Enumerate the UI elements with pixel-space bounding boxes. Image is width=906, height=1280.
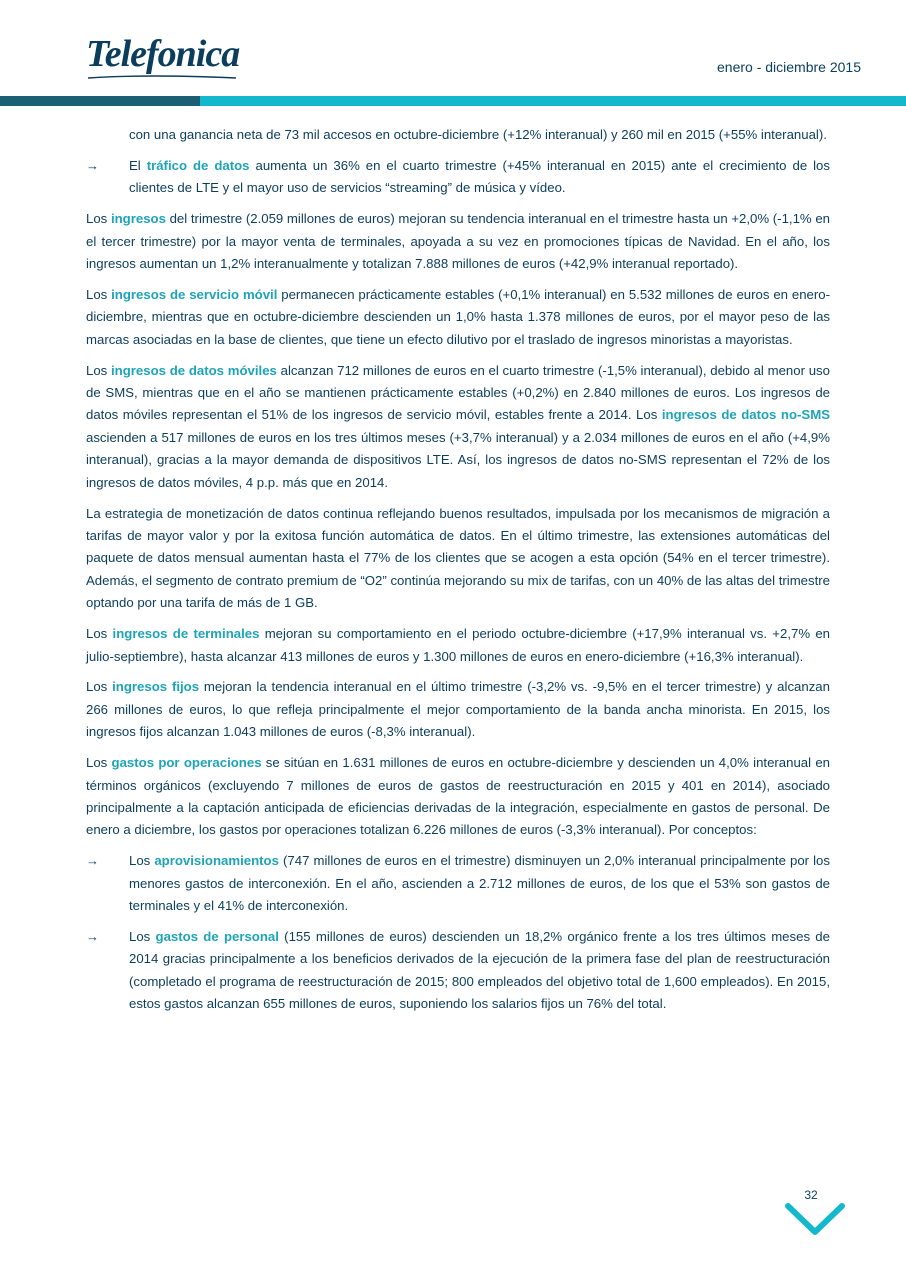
highlight-term: ingresos de datos móviles <box>111 362 277 378</box>
page-header <box>0 0 906 108</box>
paragraph: Los ingresos de datos móviles alcanzan 712 millones de euros en el cuarto trimestre (-1,5% interanual), debido al menor uso de SMS, mientras que en el año se mantienen prácticamente estables (+0,2%) en 2.840 millones de euros. Los ingresos de datos móviles representan el 51% de los ingresos de servicio móvil, estables frente a 2014. Los ingresos de datos no-SMS ascienden a 517 millones de euros en los tres últimos meses (+3,7% interanual) y a 2.034 millones de euros en el año (+4,9% interanual), gracias a la mayor demanda de dispositivos LTE. Así, los ingresos de datos no-SMS representan el 72% de los ingresos de datos móviles, 4 p.p. más que en 2014. <box>86 362 830 490</box>
paragraph: Los ingresos del trimestre (2.059 millones de euros) mejoran su tendencia interanual en el trimestre hasta un +2,0% (-1,1% en el tercer trimestre) por la mayor venta de terminales, apoyada a su vez en promociones típicas de Navidad. En el año, los ingresos aumentan un 1,2% interanualmente y totalizan 7.888 millones de euros (+42,9% interanual reportado). <box>86 211 830 272</box>
highlight-term: ingresos <box>110 211 166 227</box>
logo-swoosh-icon <box>86 72 238 82</box>
bullet-item: → Los gastos de personal (155 millones de euros) descienden un 18,2% orgánico frente a los tres últimos meses de 2014 gracias principalmente a los beneficios derivados de la ejecución de la primera fase del plan de reestructuración (completado el programa de reestructuración de 2015; 800 empleados del objetivo total de 1,600 empleados). En 2015, estos gastos alcanzan 655 millones de euros, suponiendo los salarios fijos un 76% del total. <box>86 926 830 1016</box>
highlight-term: gastos de personal <box>155 929 279 944</box>
bullet-item: → Los aprovisionamientos (747 millones de euros en el trimestre) disminuyen un 2,0% interanual principalmente por los menores gastos de interconexión. En el año, ascienden a 2.712 millones de euros, de los que el 53% son gastos de terminales y el 41% de interconexión. <box>86 850 830 917</box>
header-band-light <box>200 96 906 106</box>
telefonica-logo <box>86 34 246 86</box>
paragraph: Los gastos por operaciones se sitúan en 1.631 millones de euros en octubre-diciembre y descienden un 4,0% interanual en términos orgánicos (excluyendo 7 millones de euros de gastos de reestructuración en 2015 y 401 en 2014), asociado principalmente a la captación anticipada de eficiencias derivadas de la integración, especialmente en gastos de personal. De enero a diciembre, los gastos por operaciones totalizan 6.226 millones de euros (-3,3% interanual). Por conceptos: <box>86 755 831 838</box>
paragraph: Los ingresos fijos mejoran la tendencia interanual en el último trimestre (-3,2% vs. -9,5% en el tercer trimestre) y alcanzan 266 millones de euros, lo que refleja principalmente el mejor comportamiento de la banda ancha minorista. En 2015, los ingresos fijos alcanzan 1.043 millones de euros (-8,3% interanual). <box>86 679 830 740</box>
paragraph: La estrategia de monetización de datos continua reflejando buenos resultados, impulsada por los mecanismos de migración a tarifas de mayor valor y por la exitosa función automática de datos. En el último trimestre, las extensiones automáticas del paquete de datos mensual aumentan hasta el 77% de los clientes que se acogen a esta opción (54% en el tercer trimestre). Además, el segmento de contrato premium de “O2” continúa mejorando su mix de tarifas, con un 40% de las altas del trimestre optando por una tarifa de más de 1 GB. <box>86 505 830 611</box>
highlight-term: aprovisionamientos <box>154 853 279 869</box>
chevron-down-icon[interactable] <box>784 1200 846 1238</box>
logo-wordmark: Telefonica <box>86 33 240 75</box>
highlight-term: ingresos fijos <box>112 679 200 695</box>
arrow-right-icon: → <box>86 157 99 173</box>
header-band-dark <box>0 96 200 106</box>
highlight-term: gastos por operaciones <box>111 755 262 771</box>
arrow-right-icon: → <box>86 929 99 944</box>
highlight-term: ingresos de servicio móvil <box>111 286 278 302</box>
highlight-term: ingresos de datos no-SMS <box>661 407 830 423</box>
report-period: enero - diciembre 2015 <box>717 59 861 75</box>
document-body <box>86 124 830 1024</box>
highlight-term: tráfico de datos <box>146 157 250 173</box>
paragraph: Los ingresos de servicio móvil permanecen prácticamente estables (+0,1% interanual) en 5.532 millones de euros en enero-diciembre, mientras que en octubre-diciembre descienden un 1,0% hasta 1.378 millones de euros, por el mayor peso de las marcas asociadas en la base de clientes, que tiene un efecto dilutivo por el traslado de ingresos minoristas a mayoristas. <box>86 286 830 347</box>
page-number: 32 <box>804 1188 818 1202</box>
highlight-term: ingresos de terminales <box>112 626 260 642</box>
paragraph: Los ingresos de terminales mejoran su comportamiento en el periodo octubre-diciembre (+17,9% interanual vs. +2,7% en julio-septiembre), hasta alcanzar 413 millones de euros y 1.300 millones de euros en enero-diciembre (+16,3% interanual). <box>86 626 830 664</box>
paragraph: con una ganancia neta de 73 mil accesos en octubre-diciembre (+12% interanual) y 260 mil en 2015 (+55% interanual). <box>129 127 827 142</box>
bullet-item: → El tráfico de datos aumenta un 36% en el cuarto trimestre (+45% interanual en 2015) ante el crecimiento de los clientes de LTE y el mayor uso de servicios “streaming” de música y vídeo. <box>86 155 830 200</box>
arrow-right-icon: → <box>86 853 99 869</box>
